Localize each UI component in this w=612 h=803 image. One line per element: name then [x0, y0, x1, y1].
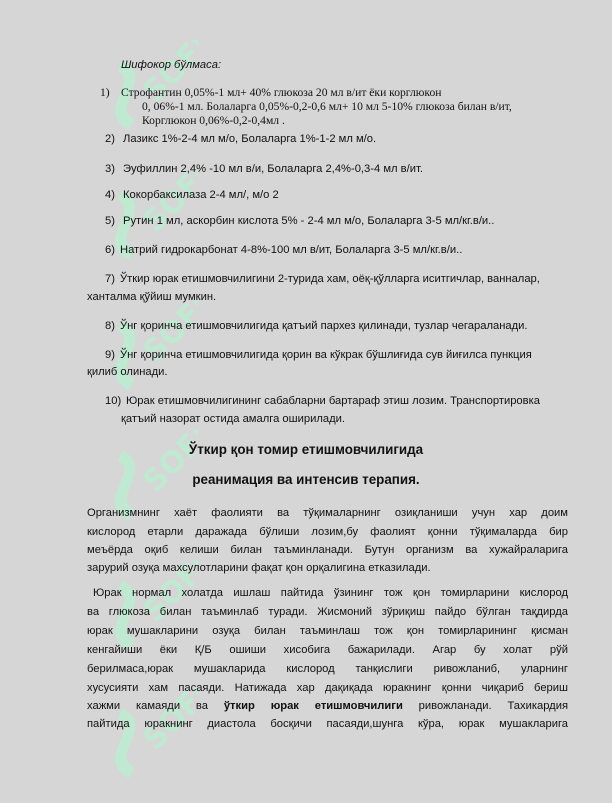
- svg-text:SOFF: SOFF: [136, 40, 198, 110]
- paragraph-line: [87, 699, 568, 713]
- list-item-number: 9): [105, 349, 115, 361]
- paragraph-line: меъёрда оқиб келиши билан таъминланади. Бутун организм ва хужайраларига: [87, 544, 568, 556]
- svg-text:SOFF: SOFF: [136, 430, 198, 500]
- section-heading: реанимация ва интенсив терапия.: [192, 472, 420, 487]
- list-item-number: 8): [105, 320, 115, 332]
- text-run: ривожланади. Тахикардия: [402, 700, 568, 712]
- doctor-absent-label: Шифокор бўлмаса:: [121, 59, 222, 71]
- list-item-text: Ўнг қоринча етишмовчилигида қатъий пархез қилинади, тузлар чегараланади.: [120, 320, 528, 332]
- list-item-number: 1): [100, 86, 110, 99]
- svg-text:SOFF: SOFF: [136, 688, 198, 758]
- list-item-number: 7): [105, 273, 115, 285]
- bold-term: ўткир юрак етишмовчилиги: [223, 700, 403, 712]
- paragraph-line: зарурий озуқа махсулотларини фақат қон орқалигина етказилади.: [87, 562, 431, 574]
- paragraph-line: юрак мушакларини озуқа билан таъминлаш тож қон томирларининг қисман: [87, 625, 568, 637]
- list-item-number: 2): [105, 133, 115, 145]
- list-item-text: Рутин 1 мл, аскорбин кислота 5% - 2-4 мл м/о, Болаларга 3-5 мл/кг.в/и..: [123, 215, 495, 227]
- list-item-number: 5): [105, 215, 115, 227]
- list-item-text: қилиб олинади.: [87, 366, 168, 378]
- paragraph-line: Организмнинг хаёт фаолияти ва тўқималарнинг озиқланиши учун хар доим: [87, 507, 568, 519]
- list-item-text: Эуфиллин 2,4% -10 мл в/и, Болаларга 2,4%-0,3-4 мл в/ит.: [123, 163, 423, 175]
- list-item-text: Ўткир юрак етишмовчилигини 2-турида хам, оёқ-қўлларга иситгичлар, ванналар,: [120, 273, 540, 285]
- paragraph-line: хусусияти хам пасаяди. Натижада хар дақиқада юракнинг қонни чиқариб бериш: [87, 682, 568, 694]
- list-item-number: 10): [105, 395, 122, 407]
- paragraph-line: кенгайиши ёки Қ/Б ошиши хисобига бажарилади. Агар бу холат рўй: [87, 644, 568, 656]
- paragraph-line: берилмаса,юрак мушакларида кислород танқислиги ривожланиб, уларнинг: [87, 663, 568, 675]
- list-item-text: Ўнг қоринча етишмовчилигида қорин ва кўкрак бўшлиғида сув йиғилса пункция: [120, 349, 532, 361]
- list-item-text: Юрак етишмовчилигининг сабабларни бартараф этиш лозим. Транспортировка: [126, 395, 540, 407]
- list-item-text: Кокорбаксилаза 2-4 мл/, м/о 2: [123, 189, 279, 201]
- paragraph-line: Юрак нормал холатда ишлаш пайтида ўзининг тож қон томирларини кислород: [93, 587, 568, 599]
- list-item-text: Корглюкон 0,06%-0,2-0,4мл .: [142, 114, 285, 127]
- svg-text:SOFF: SOFF: [136, 170, 198, 240]
- list-item-number: 4): [105, 189, 115, 201]
- svg-text:SOFF: SOFF: [136, 300, 198, 370]
- list-item-text: ханталма қўйиш мумкин.: [87, 291, 217, 303]
- paragraph-line: пайтида юракнинг диастола босқичи пасаяди,шунга кўра, юрак мушакларига: [87, 718, 568, 730]
- list-item-text: қатъий назорат остида амалга оширилади.: [121, 413, 345, 425]
- list-item-text: Натрий гидрокарбонат 4-8%-100 мл в/ит, Болаларга 3-5 мл/кг.в/и..: [120, 244, 463, 256]
- paragraph-line: кислород етарли даражада бўлиши лозим,бу фаолият қонни тўқималарда бир: [87, 526, 568, 538]
- svg-text:SOFF: SOFF: [136, 560, 198, 630]
- paragraph-line: ва глюкоза билан таъминлаб туради. Жисмоний зўриқиш пайдо бўлган тақдирда: [87, 606, 568, 618]
- list-item-text: Лазикс 1%-2-4 мл м/о, Болаларга 1%-1-2 мл м/о.: [123, 133, 377, 145]
- section-heading: Ўткир қон томир етишмовчилигида: [188, 442, 424, 457]
- text-run: хажми камаяди ва: [87, 700, 224, 712]
- list-item-number: 6): [105, 244, 115, 256]
- list-item-number: 3): [105, 163, 115, 175]
- list-item-text: 0, 06%-1 мл. Болаларга 0,05%-0,2-0,6 мл+ 10 мл 5-10% глюкоза билан в/ит,: [142, 100, 512, 113]
- list-item-text: Строфантин 0,05%-1 мл+ 40% глюкоза 20 мл в/ит ёки корглюкон: [121, 86, 442, 99]
